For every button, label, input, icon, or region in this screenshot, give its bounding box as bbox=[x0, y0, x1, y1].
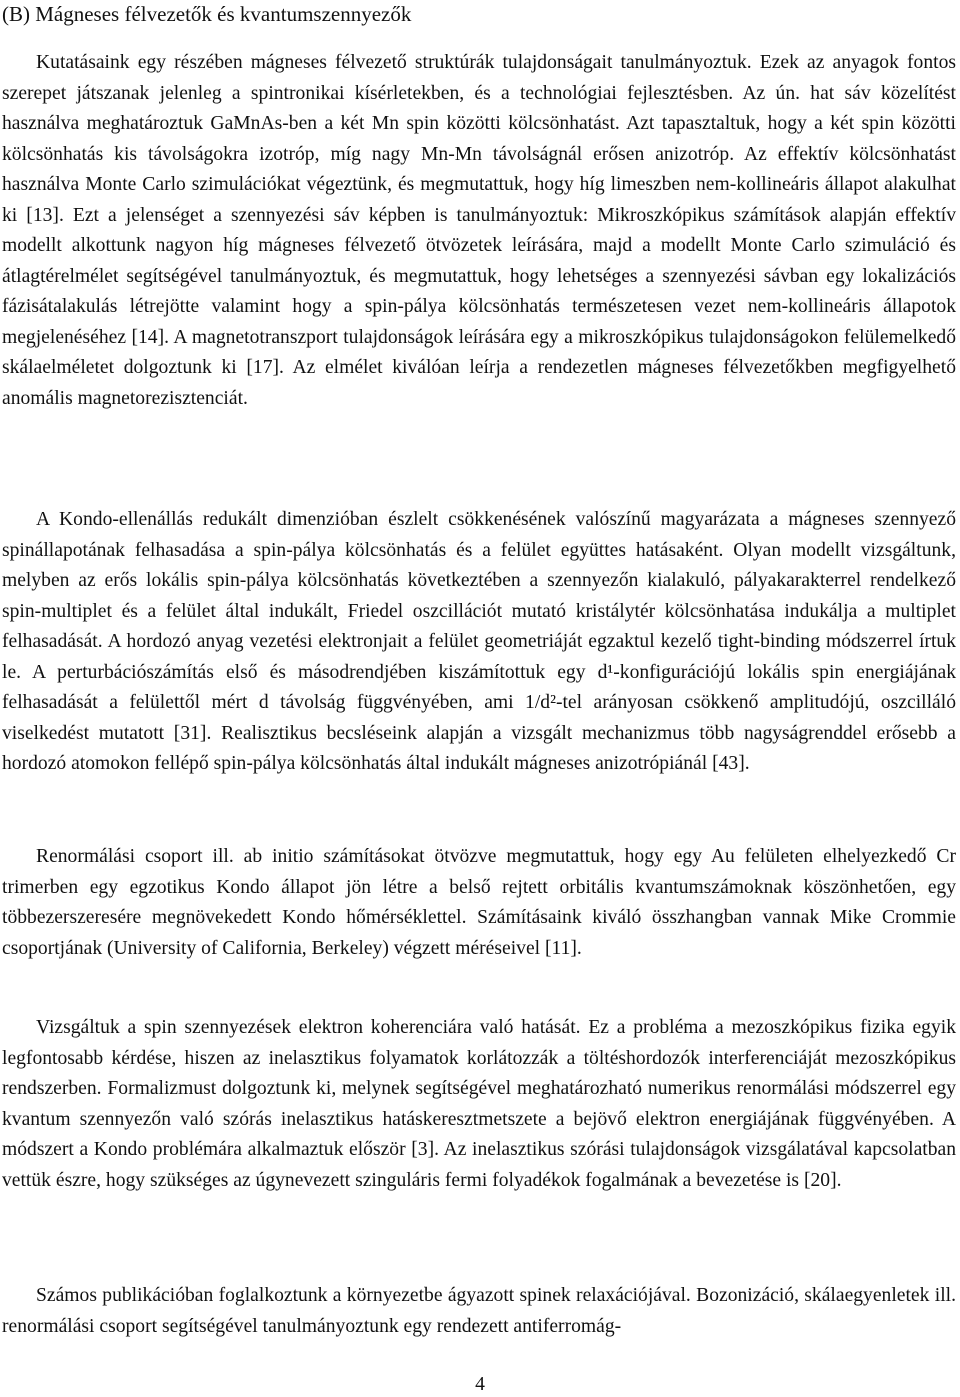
paragraph-text: A Kondo-ellenállás redukált dimenzióban észlelt csökkenésének valószínű magyarázata a mágneses szennyező spinállapotának felhasadása a spin-pálya kölcsönhatás és a felület együttes hatásaként. Olyan modellt vizsgáltunk, melyben az erős lokális spin-pálya kölcsönhatás következtében a szennyezőn kialakuló, pályakarakterrel rendelkező spin-multiplet és a felület által indukált, Friedel oszcillációt mutató kristálytér kölcsönhatása indukálja a multiplet felhasadását. A hordozó anyag vezetési elektronjait a felület geometriáját egzaktul kezelő tight-binding módszerrel írtuk le. A perturbációszámítás első és másodrendjében kiszámítottuk egy d¹-konfigurációjú lokális spin energiájának felhasadását a felülettől mért d távolság függvényében, ami 1/d²-tel arányosan csökkenő amplitudójú, oszcilláló viselkedést mutatott [31]. Realisztikus becsléseink alapján a vizsgált mechanizmus több nagyságrenddel erősebb a hordozó atomokon fellépő spin-pálya kölcsönhatás által indukált mágneses anizotrópiánál [43]. bbox=[2, 509, 956, 774]
paragraph-spin-relaxation bbox=[2, 1281, 956, 1342]
paragraph-text: Renormálási csoport ill. ab initio számításokat ötvözve megmutattuk, hogy egy Au felületen elhelyezkedő Cr trimerben egy egzotikus Kondo állapot jön létre a belső rejtett orbitális kvantumszámoknak köszönhetően, egy többezerszeresére megnövekedett Kondo hőmérséklettel. Számításaink kiváló összhangban vannak Mike Crommie csoportjának (University of California, Berkeley) végzett méréseivel [11]. bbox=[2, 846, 956, 959]
paragraph-text: Vizsgáltuk a spin szennyezések elektron koherenciára való hatását. Ez a probléma a mezoszkópikus fizika egyik legfontosabb kérdése, hiszen az inelasztikus folyamatok korlátozzák a töltéshordozók interferenciáját mezoszkópikus rendszerben. Formalizmust dolgoztunk ki, melynek segítségével meghatározható numerikus renormálási módszerrel egy kvantum szennyezőn való szórás inelasztikus hatáskeresztmetszete a bejövő elektron energiájának függvényében. A módszert a Kondo problémára alkalmaztuk először [3]. Az inelasztikus szórási tulajdonságok vizsgálatával kapcsolatban vettük észre, hogy szükséges az úgynevezett szinguláris fermi folyadékok fogalmának a bevezetése is [20]. bbox=[2, 1017, 956, 1191]
paragraph-kondo-resistance bbox=[2, 505, 956, 780]
paragraph-text: Számos publikációban foglalkoztunk a környezetbe ágyazott spinek relaxációjával. Bozonizáció, skálaegyenletek ill. renormálási csoport segítségével tanulmányoztunk egy rendezett antiferromág- bbox=[2, 1285, 956, 1337]
paragraph-text: Kutatásaink egy részében mágneses félvezető struktúrák tulajdonságait tanulmányoztuk. Ezek az anyagok fontos szerepet játszanak jelenleg a spintronikai kísérletekben, és a technológiai fejlesztésben. Az ún. hat sáv közelítést használva meghatároztuk GaMnAs-ben a két Mn spin közötti kölcsönhatást. Azt tapasztaltuk, hogy a két spin közötti kölcsönhatás kis távolságokra izotróp, míg nagy Mn-Mn távolságnál erősen anizotróp. Az effektív kölcsönhatást használva Monte Carlo szimulációkat végeztünk, és megmutattuk, hogy híg limeszben nem-kollineáris állapot alakulhat ki [13]. Ezt a jelenséget a szennyezési sáv képben is tanulmányoztuk: Mikroszkópikus számítások alapján effektív modellt alkottunk nagyon híg mágneses félvezető ötvözetek leírására, majd a modellt Monte Carlo szimuláció és átlagtérelmélet segítségével tanulmányoztuk, és megmutattuk, hogy lehetséges a szennyezési sávban egy lokalizációs fázisátalakulás létrejötte valamint hogy a spin-pálya kölcsönhatás természetesen vezet nem-kollineáris állapotok megjelenéséhez [14]. A magnetotranszport tulajdonságok leírására egy a mikroszkópikus tulajdonságokon felülemelkedő skálaelméletet dolgoztunk ki [17]. Az elmélet kiválóan leírja a rendezetlen mágneses félvezetőkben megfigyelhető anomális magnetorezisztenciát. bbox=[2, 52, 956, 409]
paragraph-magnetic-semiconductors bbox=[2, 48, 956, 414]
section-heading: (B) Mágneses félvezetők és kvantumszennyezők bbox=[2, 2, 412, 26]
paragraph-electron-coherence bbox=[2, 1013, 956, 1196]
paragraph-cr-trimer bbox=[2, 842, 956, 964]
page-number: 4 bbox=[475, 1374, 485, 1395]
